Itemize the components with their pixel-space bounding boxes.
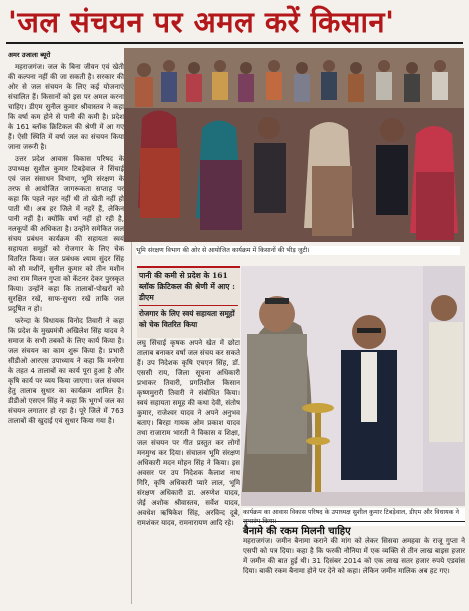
photo-caption: भूमि संरक्षण विभाग की ओर से आयोजित कार्यक्रम में किसानों की भीड़ जुटी। bbox=[136, 246, 460, 255]
pull-quote-primary: पानी की कमी से प्रदेश के 161 ब्लॉक क्रिटिकल की श्रेणी में आए : डीएम bbox=[139, 271, 235, 302]
headline: 'जल संचयन पर अमल करें किसान' bbox=[8, 5, 395, 39]
article-column-2 bbox=[137, 338, 240, 608]
ceremony-photo bbox=[241, 266, 465, 506]
article-paragraph: महराजगंज। जल के बिना जीवन एवं खेती की कल्पना नहीं की जा सकती है। सरकार की ओर से जल संचयन के लिए कई योजनाएं संचालित हैं। किसानों को इस पर अमल करना चाहिए। डीएम सुनील कुमार श्रीवास्तव ने कहा कि वर्षा कम होने से पानी की कमी है। प्रदेश के 161 ब्लॉक क्रिटिकल की श्रेणी में आ गए हैं। ऐसी स्थिति में वर्षा जल का संचयन किया जाना जरूरी है। bbox=[8, 63, 124, 151]
article-column-1 bbox=[8, 62, 124, 610]
crowd-photo-illustration bbox=[124, 48, 464, 242]
article-paragraph: फरेन्दा के विधायक विनोद तिवारी ने कहा कि प्रदेश के मुख्यमंत्री अखिलेश सिंह यादव ने समाज के सभी तबकों के लिए कार्य किया है। जल संचयन का काम शुरू किया है। प्रभारी सीडीओ आरएस उपाध्याय ने कहा कि मनरेगा के तहत 4 तालाबों का कार्य पूरा हुआ है और कृषि कार्य पर व्यय किया जाएगा। जल संचयन हेतु तालाब सुधार का कार्यक्रम शामिल है। डीडीओ एसएन सिंह ने कहा कि भूगर्भ जल का संचयन लगातार हो रहा है। पूरे जिले में 763 तालाबों की खुदाई एवं सुधार किया गया है। bbox=[8, 317, 124, 425]
bottom-article bbox=[243, 536, 465, 609]
pull-quote-box bbox=[137, 266, 240, 338]
photo-caption: कार्यक्रम का आवास विकास परिषद के उपाध्यक्ष सुशील कुमार टिबड़ेवाल, डीएम और विधायक ने शुभारंभ किया। bbox=[243, 508, 465, 526]
article-paragraph: महराजगंज। जमीन बैनामा कराने की मांग को लेकर सिसवा अमहवा के राजू गुप्ता ने एसपी को पत्र दिया। कहा है कि फरकी नौनिया में एक व्यक्ति से तीन लाख बाइस हजार में जमीन की बात हुई थी। 31 दिसंबर 2014 को एक लाख सतर हजार रुपये एडवांस दिया। बाकी रकम बैनामा होने पर देने को कहा। लेकिन जमीन मालिक अब हट गए। bbox=[243, 537, 465, 575]
pull-quote-secondary: रोजगार के लिए स्वयं सहायता समूहों को चेक वितरित किया bbox=[139, 309, 235, 329]
crowd-photo bbox=[124, 48, 464, 242]
pull-quote-divider bbox=[139, 305, 238, 306]
article-paragraph: उत्तर प्रदेश आवास विकास परिषद के उपाध्यक्ष सुशील कुमार टिबड़ेवाल ने सिंचाई एवं जल संसाधन विभाग, भूमि संरक्षण के तरफ से आयोजित जागरूकता सप्ताह पर कहा कि पहले नहर नहीं थी तो खेती नहीं हो पाती थी। अब हर जिले में नहरें हैं, लेकिन पानी नहीं है। क्योंकि वर्षा नहीं हो रही है, नलकूपों की अधिकता है। उन्होंने समेकित जल संचय प्रबंधन कार्यक्रम की सहायता स्वयं सहायता समूहों को रोजगार के लिए चेक वितरित किया। जल प्रबंधक श्याम सुंदर सिंह को सौ मशीनें, सुनील कुमार को तीन मशीन तथा राम मिलन गुप्ता को केंटनर देकर पुरस्कृत किया। उन्होंने कहा कि तालाबों-पोखरों को सुरक्षित रखें, साफ-सुथरा रखें ताकि जल प्रदूषित न हो। bbox=[8, 155, 124, 313]
byline: अमर उजाला ब्यूरो bbox=[8, 51, 51, 59]
headline-rule bbox=[6, 42, 463, 44]
section-subheading: बैनामे की रकम मिलनी चाहिए bbox=[243, 521, 465, 537]
ceremony-photo-illustration bbox=[241, 266, 465, 506]
article-paragraph: लघु सिंचाई कृषक अपने खेत में छोटा तालाब बनाकर वर्षा जल संचय कर सकते हैं। उप निदेशक कृषि एचएन सिंह, डॉ. एससी राय, जिला सूचना अधिकारी प्रभाकर तिवारी, प्रगतिशील किसान कृष्णमुरारी तिवारी ने संबोधित किया। स्वयं सहायता समूह की कथा देवी, संतोष कुमार, राजेश्वर यादव ने अपने अनुभव बताए। बिरहा गायक ओम प्रकाश यादव तथा राजाराम भारती ने विकास व शिक्षा, जल संचयन पर गीत प्रस्तुत कर लोगों मनमुग्ध कर दिया। संचालन भूमि संरक्षण अधिकारी मदन मोहन सिंह ने किया। इस अवसर पर उप निदेशक कैलाश नाथ गिरि, कृषि अधिकारी प्यारे लाल, भूमि संरक्षण अधिकारी डा. अरुणेश यादव, जेई अशोक श्रीवास्तव, सर्वेश यादव, अवधेश ऋषिकेश सिंह, अरविन्द दूबे, रामशंकर यादव, रामनारायण आदि रहे। bbox=[137, 339, 240, 527]
